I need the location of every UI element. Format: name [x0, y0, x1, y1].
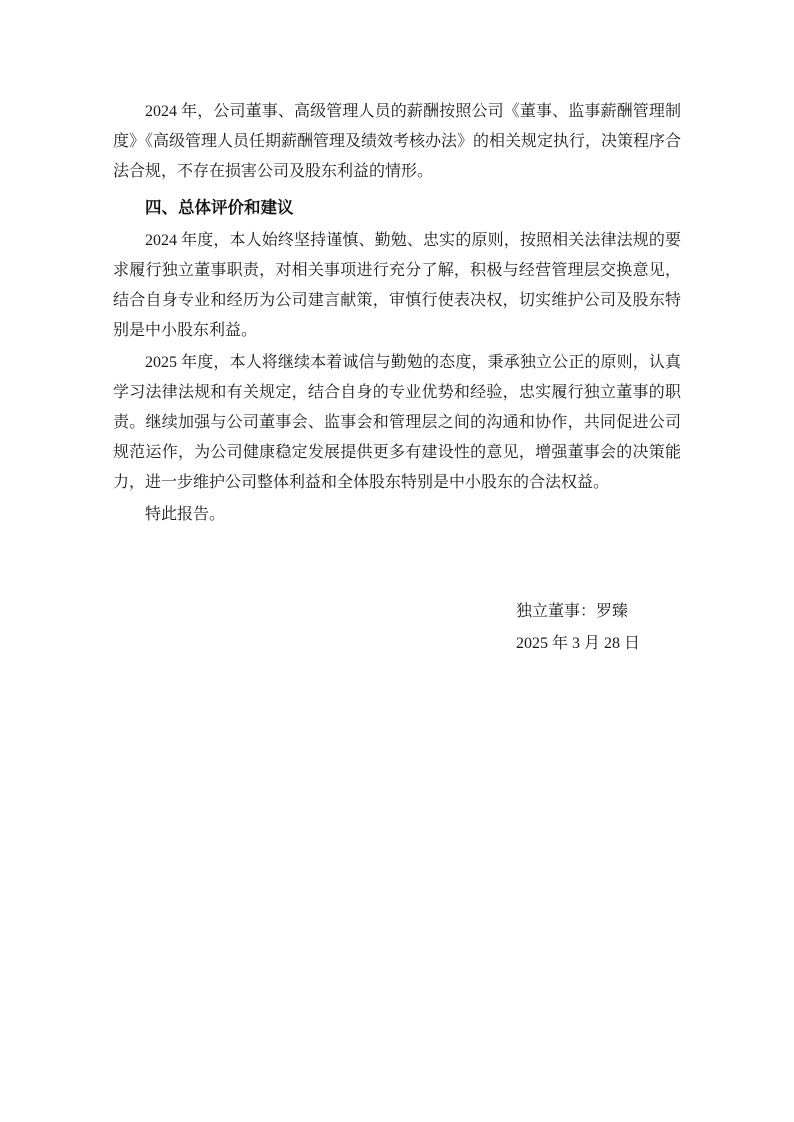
signature-date: 2025 年 3 月 28 日 [516, 635, 641, 652]
document-content [113, 97, 681, 660]
signature-block [113, 596, 681, 660]
section-heading-overall-evaluation: 四、总体评价和建议 [145, 199, 294, 217]
signature-signer: 独立董事：罗臻 [516, 603, 629, 620]
paragraph-closing-statement: 特此报告。 [145, 506, 226, 523]
paragraph-2025-outlook: 2025 年度，本人将继续本着诚信与勤勉的态度，秉承独立公正的原则，认真学习法律法规和有关规定，结合自身的专业优势和经验，忠实履行独立董事的职责。继续加强与公司董事会、监事会和管理层之间的沟通和协作，共同促进公司规范运作，为公司健康稳定发展提供更多有建设性的意见，增强董事会的决策能力，进一步维护公司整体利益和全体股东特别是中小股东的合法权益。 [113, 354, 681, 491]
paragraph-2024-duty-review: 2024 年度，本人始终坚持谨慎、勤勉、忠实的原则，按照相关法律法规的要求履行独立董事职责，对相关事项进行充分了解，积极与经营管理层交换意见，结合自身专业和经历为公司建言献策，审慎行使表决权，切实维护公司及股东特别是中小股东利益。 [113, 232, 681, 339]
paragraph-remuneration-compliance: 2024 年，公司董事、高级管理人员的薪酬按照公司《董事、监事薪酬管理制度》《高级管理人员任期薪酬管理及绩效考核办法》的相关规定执行，决策程序合法合规，不存在损害公司及股东利益的情形。 [113, 103, 682, 180]
